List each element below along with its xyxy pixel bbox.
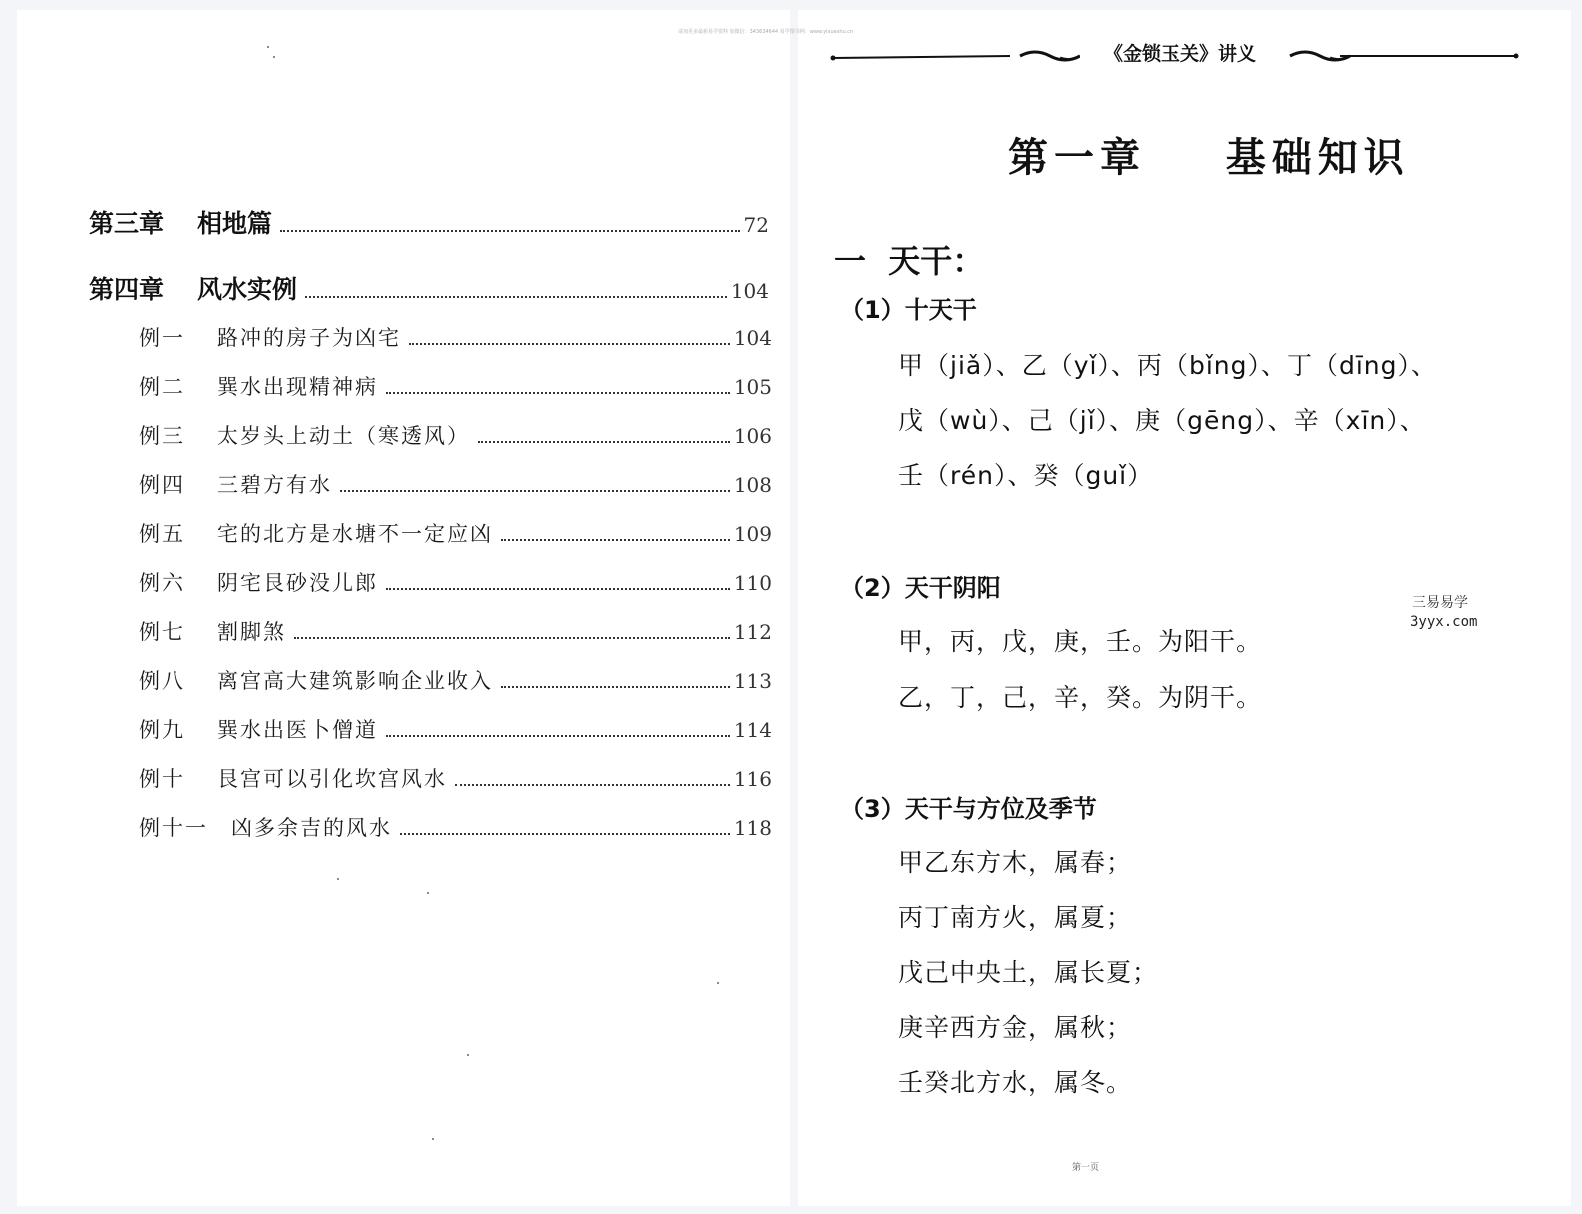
toc-page-number: 116	[733, 767, 772, 791]
toc-example-9[interactable]	[139, 714, 772, 744]
toc-example-3[interactable]	[139, 420, 772, 450]
dot-leader	[386, 392, 730, 394]
toc-example-number: 例四	[139, 473, 185, 497]
dot-leader	[280, 230, 740, 232]
toc-page-number: 118	[733, 816, 772, 840]
toc-example-6[interactable]	[139, 567, 772, 597]
subsection-title-3: （3）天干与方位及季节	[840, 795, 1097, 823]
toc-page-number: 104	[733, 326, 772, 350]
toc-example-title: 路冲的房子为凶宅	[217, 326, 401, 350]
toc-chapter-number: 第四章	[89, 275, 165, 304]
toc-example-number: 例五	[139, 522, 185, 546]
dot-leader	[340, 490, 730, 492]
toc-page-number: 114	[733, 718, 772, 742]
chapter-title: 第一章 基础知识	[1008, 134, 1410, 181]
body-line: 甲乙东方木，属春；	[898, 848, 1133, 877]
toc-example-8[interactable]	[139, 665, 772, 695]
dot-leader	[386, 588, 730, 590]
dot-leader	[501, 539, 730, 541]
toc-page-number: 104	[730, 279, 769, 303]
toc-page-number: 72	[743, 213, 769, 237]
toc-example-title: 凶多余吉的风水	[231, 816, 392, 840]
body-line: 甲（jiǎ）、乙（yǐ）、丙（bǐng）、丁（dīng）、	[898, 351, 1438, 380]
toc-chapter-3[interactable]	[89, 204, 769, 240]
toc-example-title: 阴宅艮砂没儿郎	[217, 571, 378, 595]
scan-speck	[267, 46, 269, 48]
subsection-title-2: （2）天干阴阳	[840, 574, 1001, 602]
body-line: 壬（rén）、癸（guǐ）	[898, 461, 1154, 490]
scan-speck	[432, 1138, 434, 1140]
top-source-note: 请加更多最新易学资料 加微信：343634644 易学图书网：www.yixueshu.cn	[678, 29, 854, 35]
body-line: 庚辛西方金，属秋；	[898, 1013, 1133, 1042]
toc-example-4[interactable]	[139, 469, 772, 499]
toc-page-number: 113	[733, 669, 772, 693]
toc-example-11[interactable]	[139, 812, 772, 842]
dot-leader	[501, 686, 730, 688]
toc-chapter-4[interactable]	[89, 270, 769, 306]
toc-page-number: 105	[733, 375, 772, 399]
toc-example-title: 割脚煞	[217, 620, 286, 644]
toc-example-number: 例九	[139, 718, 185, 742]
toc-example-title: 离宫高大建筑影响企业收入	[217, 669, 493, 693]
toc-example-number: 例一	[139, 326, 185, 350]
toc-example-title: 巽水出现精神病	[217, 375, 378, 399]
toc-chapter-title: 风水实例	[197, 275, 298, 304]
toc-example-number: 例七	[139, 620, 185, 644]
toc-example-title: 宅的北方是水塘不一定应凶	[217, 522, 493, 546]
body-line: 戊己中央土，属长夏；	[898, 958, 1159, 987]
body-line: 壬癸北方水，属冬。	[898, 1068, 1133, 1097]
toc-example-number: 例二	[139, 375, 185, 399]
toc-example-5[interactable]	[139, 518, 772, 548]
scan-speck	[427, 892, 429, 894]
body-line: 甲，丙，戊，庚，壬。为阳干。	[898, 627, 1263, 656]
body-line: 戊（wù）、己（jǐ）、庚（gēng）、辛（xīn）、	[898, 406, 1426, 435]
toc-example-title: 巽水出医卜僧道	[217, 718, 378, 742]
toc-chapter-title: 相地篇	[197, 209, 273, 238]
toc-page-number: 110	[733, 571, 772, 595]
left-page	[17, 10, 790, 1206]
body-line: 丙丁南方火，属夏；	[898, 903, 1133, 932]
running-header-title: 《金锁玉关》讲义	[1080, 39, 1280, 66]
scan-speck	[337, 878, 339, 880]
toc-page-number: 108	[733, 473, 772, 497]
toc-example-number: 例三	[139, 424, 185, 448]
toc-example-number: 例六	[139, 571, 185, 595]
dot-leader	[386, 735, 730, 737]
scan-speck	[717, 982, 719, 984]
page-number: 第一页	[1072, 1163, 1100, 1173]
toc-example-title: 三碧方有水	[217, 473, 332, 497]
dot-leader	[400, 833, 730, 835]
toc-example-2[interactable]	[139, 371, 772, 401]
toc-example-1[interactable]	[139, 322, 772, 352]
toc-example-7[interactable]	[139, 616, 772, 646]
dot-leader	[305, 296, 727, 298]
toc-page-number: 112	[733, 620, 772, 644]
toc-chapter-number: 第三章	[89, 209, 165, 238]
section-title: 一 天干：	[834, 242, 985, 280]
watermark-url: 3yyx.com	[1410, 614, 1478, 630]
dot-leader	[455, 784, 730, 786]
toc-example-number: 例十	[139, 767, 185, 791]
toc-page-number: 109	[733, 522, 772, 546]
subsection-title-1: （1）十天干	[840, 296, 977, 324]
toc-example-title: 艮宫可以引化坎宫风水	[217, 767, 447, 791]
scan-speck	[467, 1054, 469, 1056]
dot-leader	[294, 637, 730, 639]
scan-speck	[273, 56, 275, 58]
toc-example-10[interactable]	[139, 763, 772, 793]
body-line: 乙，丁，己，辛，癸。为阴干。	[898, 683, 1263, 712]
toc-example-title: 太岁头上动土（寒透风）	[217, 424, 470, 448]
dot-leader	[409, 343, 730, 345]
watermark-text: 三易易学	[1412, 595, 1468, 611]
dot-leader	[478, 441, 730, 443]
toc-example-number: 例八	[139, 669, 185, 693]
toc-example-number: 例十一	[139, 816, 208, 840]
toc-page-number: 106	[733, 424, 772, 448]
